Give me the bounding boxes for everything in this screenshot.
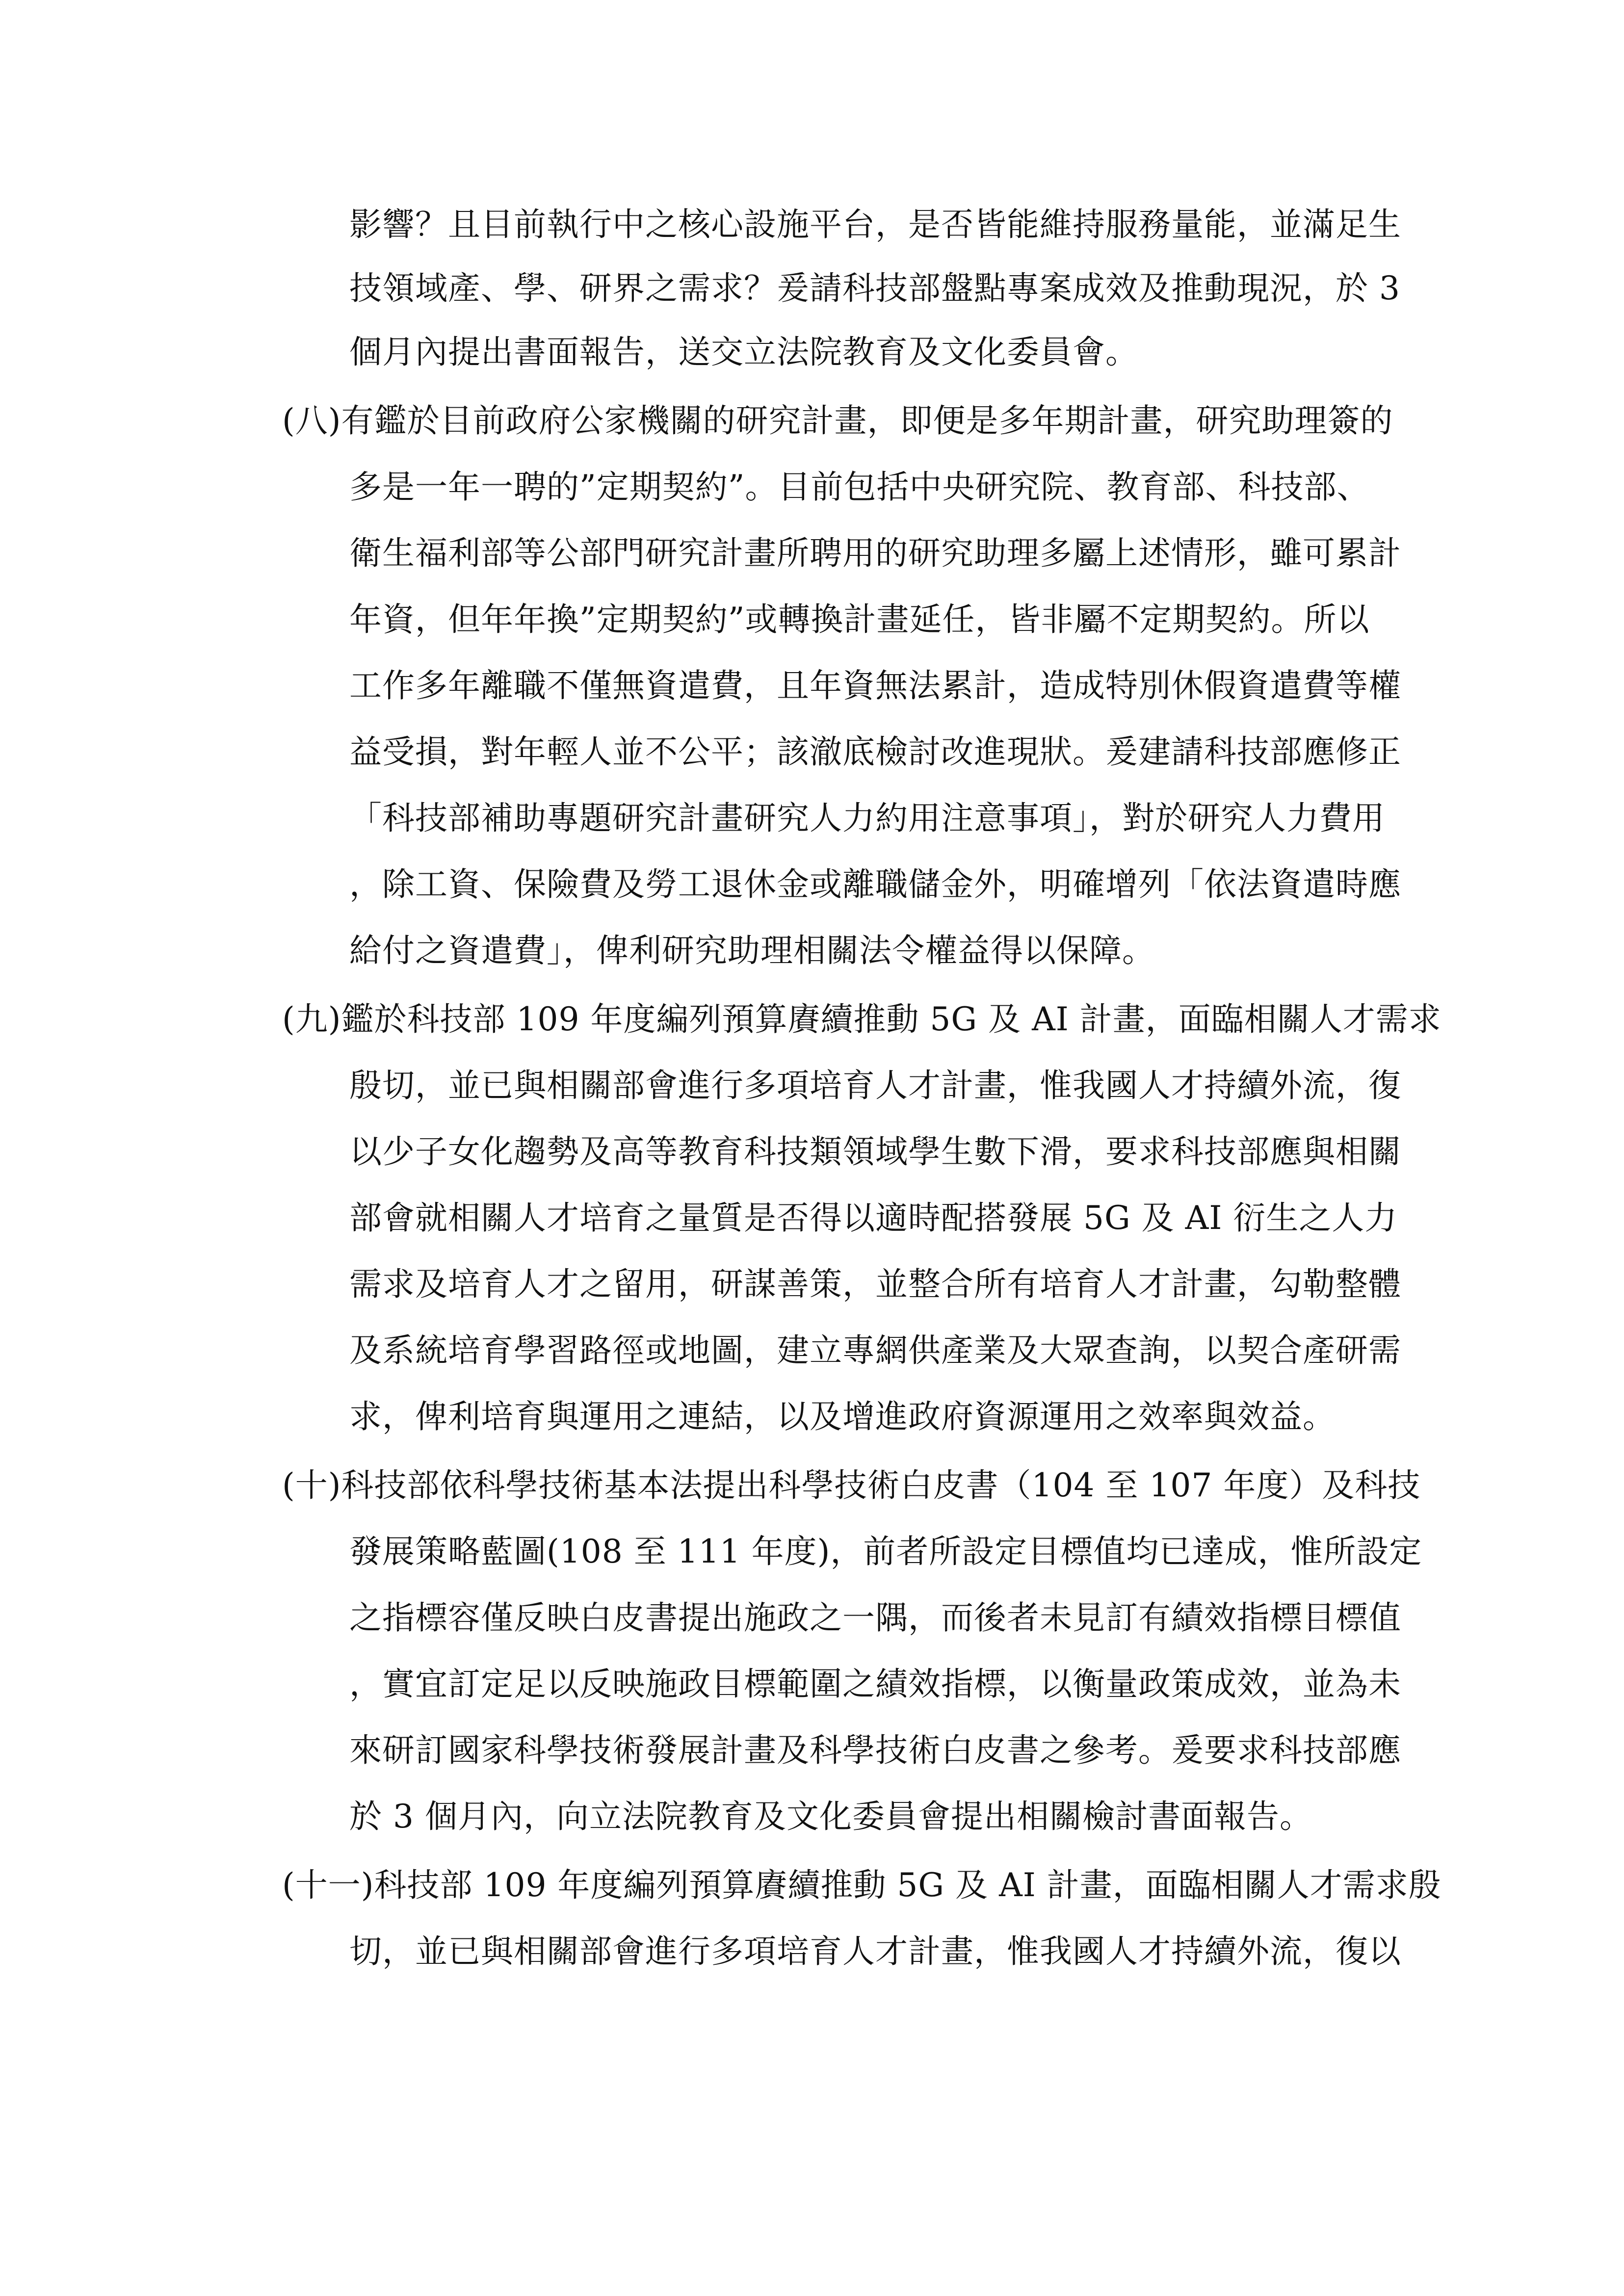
text-line: 「科技部補助專題研究計畫研究人力約用注意事項」，對於研究人力費用 xyxy=(349,799,1385,837)
text-line: 之指標容僅反映白皮書提出施政之一隅，而後者未見訂有績效指標目標值 xyxy=(349,1599,1401,1637)
text-line: 技領域產、學、研界之需求？爰請科技部盤點專案成效及推動現況，於 3 xyxy=(349,269,1400,307)
text-line: 年資，但年年換”定期契約”或轉換計畫延任，皆非屬不定期契約。所以 xyxy=(349,600,1370,638)
section-8-line: (八)有鑑於目前政府公家機關的研究計畫，即便是多年期計畫，研究助理簽的 xyxy=(282,402,1393,440)
text-line: 殷切，並已與相關部會進行多項培育人才計畫，惟我國人才持續外流，復 xyxy=(349,1067,1401,1104)
text-line: 多是一年一聘的”定期契約”。目前包括中央研究院、教育部、科技部、 xyxy=(349,468,1370,506)
text-line: 影響？且目前執行中之核心設施平台，是否皆能維持服務量能，並滿足生 xyxy=(349,206,1401,243)
section-11-line: (十一)科技部 109 年度編列預算賡續推動 5G 及 AI 計畫，面臨相關人才需求殷 xyxy=(282,1866,1441,1904)
text-line: 以少子女化趨勢及高等教育科技類領域學生數下滑，要求科技部應與相關 xyxy=(349,1133,1401,1171)
text-line: 求，俾利培育與運用之連結，以及增進政府資源運用之效率與效益。 xyxy=(349,1398,1336,1435)
text-line: 給付之資遣費」，俾利研究助理相關法令權益得以保障。 xyxy=(349,932,1155,969)
text-line: 切，並已與相關部會進行多項培育人才計畫，惟我國人才持續外流，復以 xyxy=(349,1932,1401,1970)
text-line: ，除工資、保險費及勞工退休金或離職儲金外，明確增列「依法資遣時應 xyxy=(349,865,1401,903)
text-line: ，實宜訂定足以反映施政目標範圍之績效指標，以衡量政策成效，並為未 xyxy=(349,1665,1401,1703)
text-line: 工作多年離職不僅無資遣費，且年資無法累計，造成特別休假資遣費等權 xyxy=(349,667,1401,704)
section-9-line: (九)鑑於科技部 109 年度編列預算賡續推動 5G 及 AI 計畫，面臨相關人才需求 xyxy=(282,1000,1441,1038)
text-line: 來研訂國家科學技術發展計畫及科學技術白皮書之參考。爰要求科技部應 xyxy=(349,1731,1401,1769)
section-10-line: (十)科技部依科學技術基本法提出科學技術白皮書（104 至 107 年度）及科技 xyxy=(282,1466,1421,1504)
text-line: 及系統培育學習路徑或地圖，建立專網供產業及大眾查詢，以契合產研需 xyxy=(349,1331,1401,1369)
text-line: 衛生福利部等公部門研究計畫所聘用的研究助理多屬上述情形，雖可累計 xyxy=(349,534,1401,572)
text-line: 於 3 個月內，向立法院教育及文化委員會提出相關檢討書面報告。 xyxy=(349,1798,1312,1835)
text-line: 需求及培育人才之留用，研謀善策，並整合所有培育人才計畫，勾勒整體 xyxy=(349,1265,1401,1303)
text-line: 部會就相關人才培育之量質是否得以適時配搭發展 5G 及 AI 衍生之人力 xyxy=(349,1199,1398,1237)
text-line: 個月內提出書面報告，送交立法院教育及文化委員會。 xyxy=(349,333,1138,371)
text-line: 發展策略藍圖(108 至 111 年度)，前者所設定目標值均已達成，惟所設定 xyxy=(349,1533,1422,1570)
text-line: 益受損，對年輕人並不公平；該澈底檢討改進現狀。爰建請科技部應修正 xyxy=(349,733,1401,771)
